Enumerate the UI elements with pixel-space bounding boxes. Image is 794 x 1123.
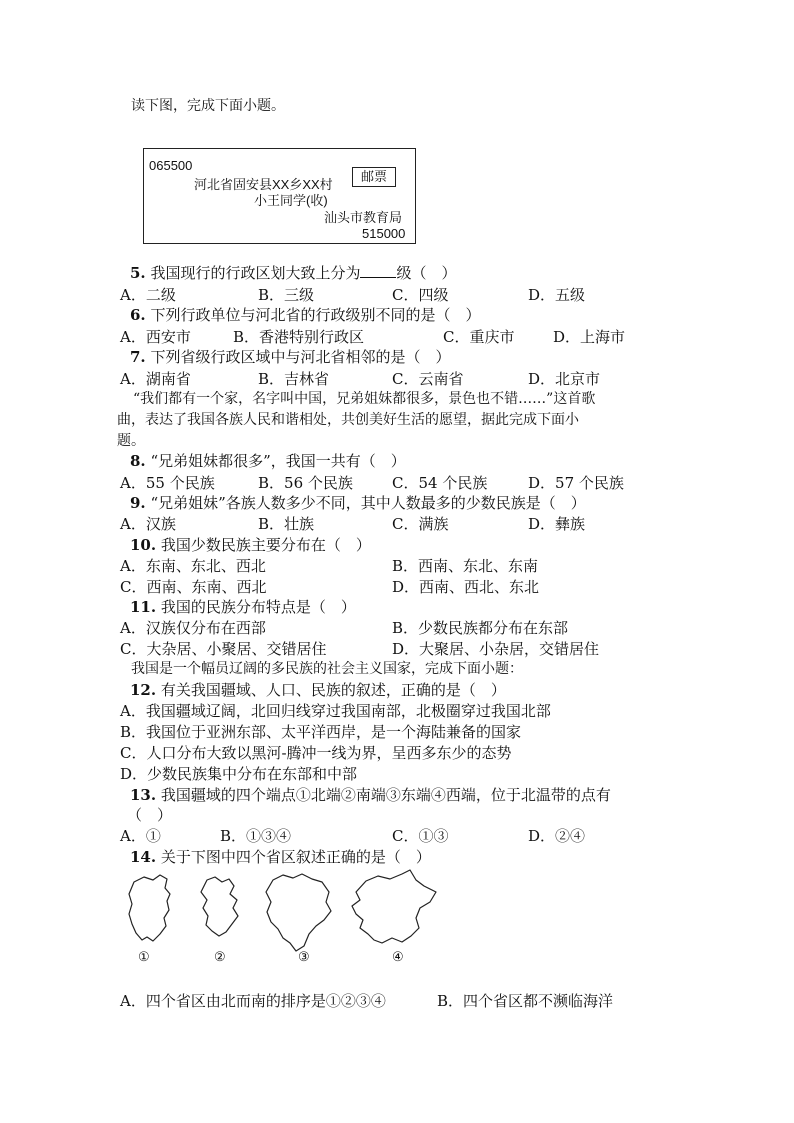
option-d[interactable]: D．北京市 [528,370,601,388]
envelope-zip-from: 515000 [362,226,406,241]
option-b[interactable]: B．香港特别行政区 [233,328,365,346]
envelope-figure [143,148,416,244]
option-b[interactable]: B．四个省区都不濒临海洋 [437,992,614,1010]
province-outline-3 [266,874,331,951]
question-7 [130,347,450,367]
intro-text-3: 我国是一个幅员辽阔的多民族的社会主义国家，完成下面小题： [131,661,523,677]
question-number: 5. [130,264,146,282]
option-a[interactable]: A．汉族 [120,515,176,533]
option-b[interactable]: B．西南、东北、东南 [392,557,539,575]
option-c[interactable]: C．四级 [392,286,449,304]
question-number: 9. [130,494,146,512]
intro-text-2-line-1: “我们都有一个家，名字叫中国，兄弟姐妹都很多，景色也不错……”这首歌 [133,391,596,407]
question-stem: 我国的民族分布特点是（ ） [160,598,356,616]
option-c[interactable]: C．满族 [392,515,449,533]
question-11 [130,597,356,617]
envelope-address: 河北省固安县XX乡XX村 [194,177,333,192]
option-c[interactable]: C．54 个民族 [392,474,488,492]
envelope-zip-to: 065500 [149,158,193,173]
intro-text-1: 读下图，完成下面小题。 [131,98,285,114]
question-10 [130,535,371,555]
question-stem: “兄弟姐妹都很多”，我国一共有（ ） [150,452,406,470]
question-stem: 下列省级行政区域中与河北省相邻的是（ ） [150,348,451,366]
option-a[interactable]: A．湖南省 [120,370,191,388]
option-b[interactable]: B．吉林省 [258,370,330,388]
province-outline-4 [352,870,436,943]
option-d[interactable]: D．大聚居、小杂居，交错居住 [392,640,600,658]
question-5 [130,263,456,283]
option-b[interactable]: B．三级 [258,286,315,304]
map-label-1: ① [138,950,150,965]
option-a[interactable]: A．① [120,827,161,845]
question-number: 14. [130,848,157,866]
question-stem: “兄弟姐妹”各族人数多少不同，其中人数最多的少数民族是（ ） [150,494,586,512]
province-outline-1 [129,875,170,941]
option-d[interactable]: D．②④ [528,827,586,845]
option-d[interactable]: D．五级 [528,286,586,304]
option-d[interactable]: D．彝族 [528,515,586,533]
option-d[interactable]: D．上海市 [553,328,626,346]
question-stem: 我国现行的行政区划大致上分为 [150,264,361,282]
map-label-4: ④ [392,950,404,965]
question-stem: 我国少数民族主要分布在（ ） [160,536,371,554]
question-stem: 下列行政单位与河北省的行政级别不同的是（ ） [150,306,481,324]
option-c[interactable]: C．①③ [392,827,449,845]
question-14 [130,847,431,867]
option-b[interactable]: B．56 个民族 [258,474,353,492]
option-d[interactable]: D．西南、西北、东北 [392,578,540,596]
question-stem: 我国疆域的四个端点①北端②南端③东端④西端，位于北温带的点有 [160,786,611,804]
question-number: 11. [130,598,157,616]
option-a[interactable]: A．四个省区由北而南的排序是①②③④ [120,992,386,1010]
option-b[interactable]: B．壮族 [258,515,315,533]
question-number: 13. [130,786,157,804]
intro-text-2-line-2: 曲，表达了我国各族人民和谐相处，共创美好生活的愿望，据此完成下面小 [117,412,579,428]
question-8 [130,451,406,471]
option-a[interactable]: A．二级 [120,286,176,304]
question-number: 6. [130,306,146,324]
province-outline-2 [201,877,238,936]
intro-text-2-line-3: 题。 [117,433,145,449]
option-b[interactable]: B．少数民族都分布在东部 [392,619,569,637]
envelope-recipient: 小王同学(收) [254,193,328,208]
question-number: 12. [130,681,157,699]
question-number: 10. [130,536,157,554]
question-9 [130,493,586,513]
option-a[interactable]: A．西安市 [120,328,191,346]
option-c[interactable]: C．大杂居、小聚居、交错居住 [120,640,327,658]
question-12 [130,680,506,700]
question-stem-end: 级（ ） [396,264,457,282]
option-c[interactable]: C．云南省 [392,370,464,388]
map-label-2: ② [214,950,226,965]
question-number: 7. [130,348,146,366]
map-label-3: ③ [298,950,310,965]
envelope-stamp: 邮票 [352,167,396,187]
option-b[interactable]: B．我国位于亚洲东部、太平洋西岸，是一个海陆兼备的国家 [120,723,522,741]
option-a[interactable]: A．我国疆域辽阔，北回归线穿过我国南部，北极圈穿过我国北部 [120,702,551,720]
question-number: 8. [130,452,146,470]
option-c[interactable]: C．西南、东南、西北 [120,578,267,596]
question-6 [130,305,480,325]
question-stem: 有关我国疆域、人口、民族的叙述，正确的是（ ） [160,681,506,699]
option-a[interactable]: A．55 个民族 [120,474,215,492]
option-d[interactable]: D．57 个民族 [528,474,624,492]
option-a[interactable]: A．汉族仅分布在西部 [120,619,266,637]
option-c[interactable]: C．重庆市 [443,328,515,346]
question-13-paren: （ ） [127,806,173,824]
option-b[interactable]: B．①③④ [220,827,292,845]
option-a[interactable]: A．东南、东北、西北 [120,557,266,575]
question-13 [130,785,611,805]
envelope-sender: 汕头市教育局 [324,210,403,225]
option-d[interactable]: D．少数民族集中分布在东部和中部 [120,765,358,783]
question-stem: 关于下图中四个省区叙述正确的是（ ） [160,848,431,866]
answer-blank [360,263,396,278]
option-c[interactable]: C．人口分布大致以黑河-腾冲一线为界，呈西多东少的态势 [120,744,512,762]
